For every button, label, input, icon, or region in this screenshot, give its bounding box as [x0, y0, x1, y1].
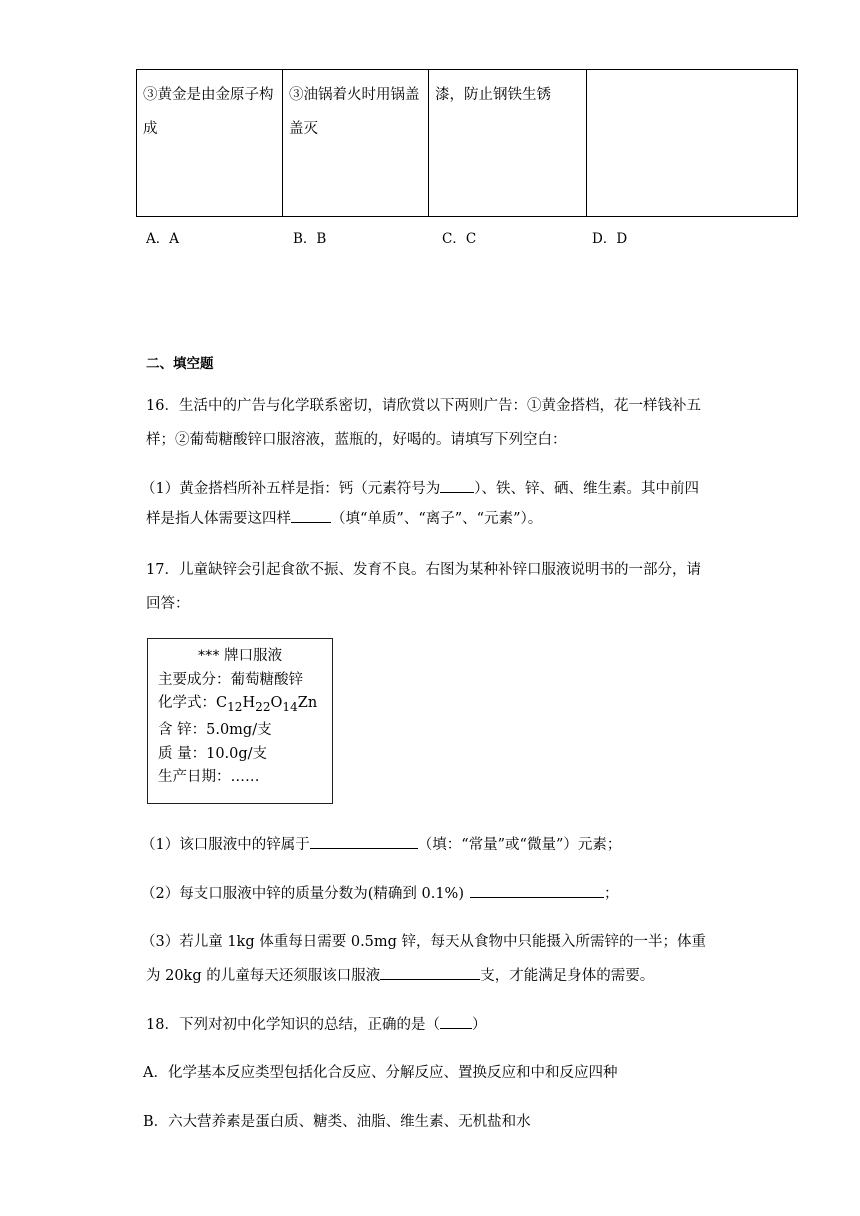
formula-c: C	[216, 695, 228, 711]
q18-option-b[interactable]: B．六大营养素是蛋白质、糖类、油脂、维生素、无机盐和水	[143, 1114, 531, 1130]
formula	[216, 695, 318, 714]
table-cell-b	[283, 70, 429, 217]
zinc-label: 含 锌：	[158, 722, 207, 739]
cell-text: ③黄金是由金原子构成	[143, 87, 274, 137]
q18-option-a[interactable]: A．化学基本反应类型包括化合反应、分解反应、置换反应和中和反应四种	[143, 1065, 618, 1081]
answer-blank[interactable]	[440, 1013, 472, 1029]
q17-sub1-text-2: （填：“常量”或“微量”）元素；	[417, 837, 622, 853]
q17-sub2-text-2: ；	[604, 886, 619, 902]
formula-sub: 22	[255, 699, 271, 714]
q16-line1: 16．生活中的广告与化学联系密切，请欣赏以下两则广告：①黄金搭档，花一样钱补五	[146, 398, 701, 414]
mass-label: 质 量：	[158, 745, 207, 762]
q17-sub2-text: （2）每支口服液中锌的质量分数为(精确到 0.1%)	[141, 886, 464, 902]
table-cell-d	[587, 70, 798, 217]
formula-zn: Zn	[297, 695, 318, 711]
q17-sub1-text: （1）该口服液中的锌属于	[141, 837, 310, 853]
label-ingredient: 主要成分：葡萄糖酸锌	[158, 671, 303, 688]
q18-stem-text: 18．下列对初中化学知识的总结，正确的是（	[146, 1017, 440, 1033]
choice-b[interactable]: B．B	[293, 231, 327, 247]
choice-d[interactable]: D．D	[592, 231, 628, 247]
label-title: *** 牌口服液	[197, 648, 283, 664]
q18-stem-text-2: ）	[471, 1017, 487, 1033]
choice-a[interactable]: A．A	[146, 231, 179, 247]
q17-sub1	[141, 830, 621, 860]
zinc-value: 5.0mg/支	[206, 722, 272, 739]
formula-sub: 12	[227, 699, 243, 714]
formula-h: H	[242, 695, 256, 711]
q16-sub1-line2	[146, 504, 542, 534]
table-cell-c	[429, 70, 587, 217]
answer-blank[interactable]	[310, 833, 418, 849]
answer-blank[interactable]	[291, 507, 331, 523]
choice-c[interactable]: C．C	[442, 231, 477, 247]
formula-o: O	[270, 695, 283, 711]
cell-text: 漆，防止钢铁生锈	[435, 87, 551, 103]
q16-sub1-text: （1）黄金搭档所补五样是指：钙（元素符号为	[141, 481, 441, 497]
q17-sub3-line1: （3）若儿童 1kg 体重每日需要 0.5mg 锌，每天从食物中只能摄入所需锌的一半；体重	[141, 934, 707, 950]
options-table	[136, 69, 798, 217]
q16-sub1-line2-text: 样是指人体需要这四样	[146, 511, 291, 527]
answer-blank[interactable]	[470, 882, 604, 898]
oral-liquid-label	[147, 638, 333, 804]
q16-sub1-line2-text-2: （填“单质”、“离子”、“元素”）。	[331, 511, 543, 527]
q17-sub2	[141, 879, 619, 909]
q17-line2: 回答：	[146, 596, 190, 612]
q16-sub1-text-2: ）、铁、锌、硒、维生素。其中前四	[474, 481, 699, 497]
q16-sub1	[141, 474, 699, 504]
label-zinc	[158, 719, 332, 743]
date-value: ……	[230, 769, 260, 786]
answer-blank[interactable]	[440, 477, 474, 493]
q17-sub3-line2-text-2: 支，才能满足身体的需要。	[480, 968, 655, 984]
label-formula	[158, 692, 332, 719]
table-cell-a	[137, 70, 283, 217]
mass-value: 10.0g/支	[206, 745, 268, 762]
answer-choices	[146, 227, 766, 247]
section-title: 二、填空题	[146, 356, 214, 372]
q17-sub3-line2-text: 为 20kg 的儿童每天还须服该口服液	[146, 968, 381, 984]
formula-label: 化学式：	[158, 695, 216, 711]
q17-sub3-line2	[146, 961, 654, 991]
cell-text: ③油锅着火时用锅盖盖灭	[289, 87, 420, 137]
formula-sub: 14	[282, 699, 298, 714]
q18-stem	[146, 1010, 486, 1040]
q17-line1: 17．儿童缺锌会引起食欲不振、发育不良。右图为某种补锌口服液说明书的一部分，请	[146, 562, 701, 578]
answer-blank[interactable]	[380, 964, 480, 980]
label-date	[158, 766, 332, 790]
date-label: 生产日期：	[158, 769, 231, 786]
q16-line2: 样；②葡萄糖酸锌口服溶液，蓝瓶的，好喝的。请填写下列空白：	[146, 432, 567, 448]
label-mass	[158, 743, 332, 767]
